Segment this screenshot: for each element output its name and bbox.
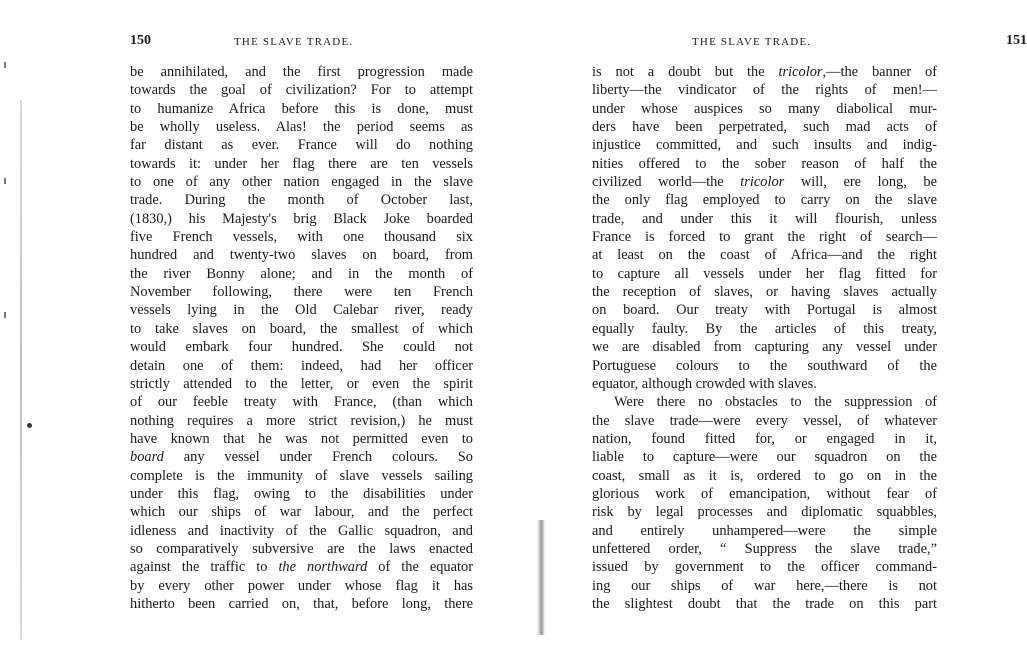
left-running-head: THE SLAVE TRADE. bbox=[234, 36, 354, 48]
text-line: towards it: under her flag there are ten vessels bbox=[130, 155, 473, 172]
text-line: would embark four hundred. She could not bbox=[130, 339, 473, 356]
left-page-header bbox=[130, 33, 475, 56]
text-line: November following, there were ten French bbox=[130, 284, 473, 301]
text-line: trade, and under this it will flourish, unless bbox=[592, 210, 937, 227]
text-line: the slightest doubt that the trade on this part bbox=[592, 595, 937, 612]
text-line: towards the goal of civilization? For to attempt bbox=[130, 82, 473, 99]
text-line: glorious work of emancipation, without fear of bbox=[592, 485, 937, 502]
text-line: ing our ships of war here,—there is not bbox=[592, 577, 937, 594]
right-page-number: 151 bbox=[1006, 33, 1027, 48]
text-line: the reception of slaves, or having slaves actually bbox=[592, 284, 937, 301]
text-line: nothing requires a more strict revision,) he must bbox=[130, 412, 473, 429]
text-line: equator, although crowded with slaves. bbox=[592, 375, 817, 392]
text-line: board any vessel under French colours. So bbox=[130, 449, 473, 466]
text-line: is not a doubt but the tricolor,—the banner of bbox=[592, 64, 938, 80]
text-line: strictly attended to the letter, or even the spirit bbox=[130, 375, 473, 392]
text-line: risk by legal processes and diplomatic squabbles, bbox=[592, 504, 937, 521]
text-line: equally faulty. By the articles of this treaty, bbox=[592, 320, 937, 337]
right-page-header bbox=[692, 33, 1027, 56]
text-line: under this flag, owing to the disabilities under bbox=[130, 485, 473, 502]
text-line: the slave trade—were every vessel, of whatever bbox=[592, 412, 937, 429]
text-line: the river Bonny alone; and in the month of bbox=[130, 265, 473, 282]
text-line: under whose auspices so many diabolical mur- bbox=[592, 100, 937, 117]
text-line: far distant as ever. France will do nothing bbox=[130, 137, 473, 154]
text-line: to one of any other nation engaged in the slave bbox=[130, 174, 473, 191]
left-page-number: 150 bbox=[130, 33, 151, 48]
text-line: which our ships of war labour, and the perfect bbox=[130, 504, 473, 521]
text-line: hitherto been carried on, that, before long, there bbox=[130, 595, 473, 612]
text-line: be wholly useless. Alas! the period seems as bbox=[130, 119, 473, 136]
left-page bbox=[0, 0, 490, 655]
text-line: be annihilated, and the first progression made bbox=[130, 64, 473, 80]
text-line: coast, small as it is, ordered to go on in the bbox=[592, 467, 937, 484]
text-line: injustice committed, and such insults and indig- bbox=[592, 137, 937, 154]
text-line: Were there no obstacles to the suppression of bbox=[614, 394, 937, 411]
text-line: against the traffic to the northward of the equator bbox=[130, 559, 473, 576]
text-line: of our feeble treaty with France, (than which bbox=[130, 394, 473, 411]
text-line: Portuguese colours to the southward of the bbox=[592, 357, 937, 374]
text-line: trade. During the month of October last, bbox=[130, 192, 473, 209]
right-page-body bbox=[592, 63, 937, 613]
text-line: hundred and twenty-two slaves on board, from bbox=[130, 247, 473, 264]
text-line: by every other power under whose flag it has bbox=[130, 577, 473, 594]
text-line: five French vessels, with one thousand six bbox=[130, 229, 473, 246]
right-running-head: THE SLAVE TRADE. bbox=[692, 36, 812, 48]
text-line: France is forced to grant the right of search— bbox=[592, 229, 937, 246]
text-line: nities offered to the sober reason of half the bbox=[592, 155, 937, 172]
right-page bbox=[490, 0, 1027, 655]
text-line: to humanize Africa before this is done, must bbox=[130, 100, 473, 117]
text-line: ders have been perpetrated, such mad acts of bbox=[592, 119, 937, 136]
text-line: so comparatively subversive are the laws enacted bbox=[130, 540, 473, 557]
text-line: to capture all vessels under her flag fitted for bbox=[592, 265, 937, 282]
text-line: (1830,) his Majesty's brig Black Joke boarded bbox=[130, 210, 473, 227]
text-line: liable to capture—were our squadron on the bbox=[592, 449, 937, 466]
text-line: on board. Our treaty with Portugal is almost bbox=[592, 302, 937, 319]
left-page-body bbox=[130, 63, 473, 613]
text-line: unfettered order, “ Suppress the slave trade,” bbox=[592, 540, 937, 557]
text-line: idleness and inactivity of the Gallic squadron, and bbox=[130, 522, 473, 539]
text-line: to take slaves on board, the smallest of which bbox=[130, 320, 473, 337]
text-line: complete is the immunity of slave vessels sailing bbox=[130, 467, 473, 484]
text-line: and entirely unhampered—were the simple bbox=[592, 522, 937, 539]
text-line: we are disabled from capturing any vessel under bbox=[592, 339, 937, 356]
text-line: vessels lying in the Old Calebar river, ready bbox=[130, 302, 473, 319]
text-line: detain one of them: indeed, had her officer bbox=[130, 357, 473, 374]
text-line: nation, found fitted for, or engaged in it, bbox=[592, 430, 937, 447]
text-line: issued by government to the officer command- bbox=[592, 559, 937, 576]
text-line: liberty—the vindicator of the rights of men!— bbox=[592, 82, 937, 99]
text-line: civilized world—the tricolor will, ere long, be bbox=[592, 174, 937, 191]
text-line: the only flag employed to carry on the slave bbox=[592, 192, 937, 209]
text-line: have known that he was not permitted even to bbox=[130, 430, 473, 447]
text-line: at least on the coast of Africa—and the right bbox=[592, 247, 937, 264]
